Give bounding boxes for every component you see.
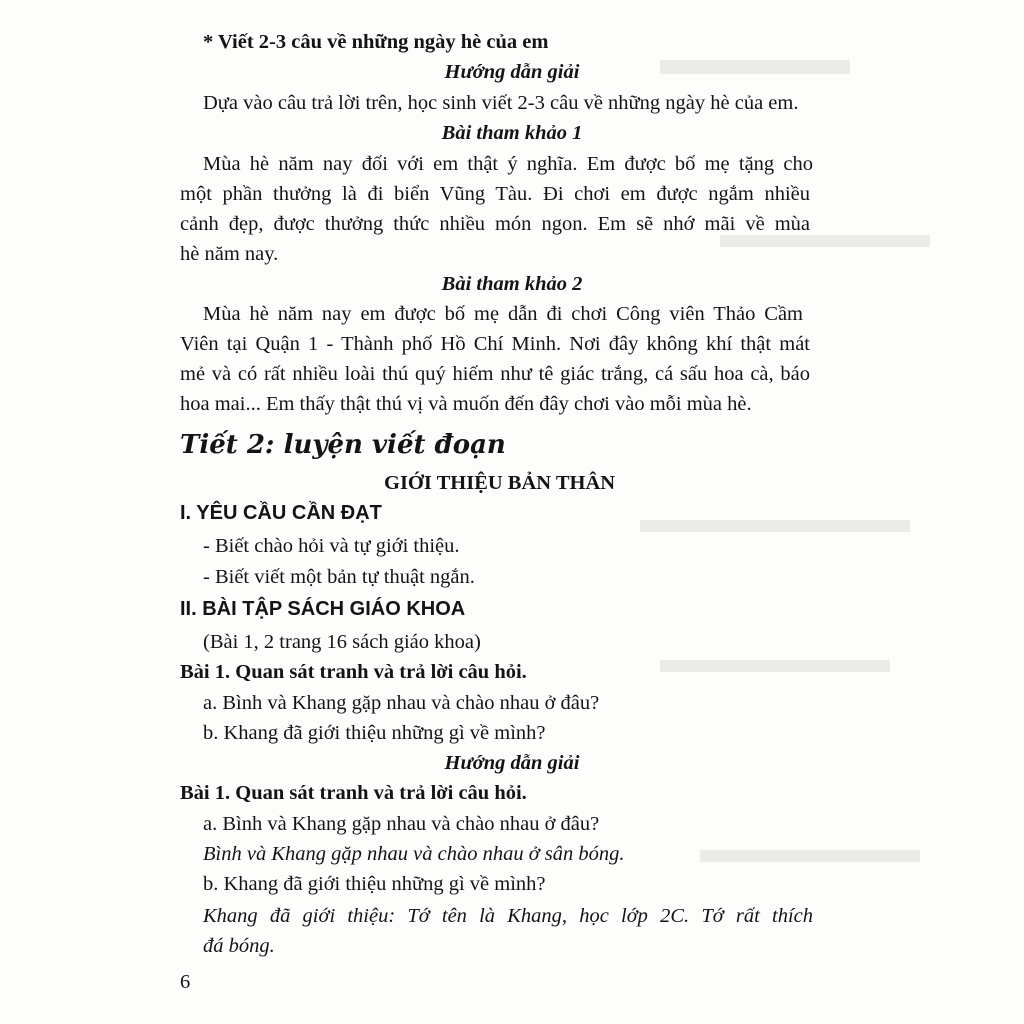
ref2-line: Viên tại Quận 1 - Thành phố Hồ Chí Minh. Nơi đây không khí thật mát xyxy=(180,333,810,355)
answer-b-line: đá bóng. xyxy=(203,935,275,957)
bleed-through-bar xyxy=(660,660,890,672)
answer-b-line: Khang đã giới thiệu: Tớ tên là Khang, học lớp 2C. Tớ rất thích xyxy=(203,905,813,927)
page-number: 6 xyxy=(180,971,191,993)
section-1-item: - Biết chào hỏi và tự giới thiệu. xyxy=(203,535,460,557)
ref1-line: một phần thưởng là đi biển Vũng Tàu. Đi chơi em được ngắm nhiều xyxy=(180,183,810,205)
ref1-line: Mùa hè năm nay đối với em thật ý nghĩa. Em được bố mẹ tặng cho xyxy=(203,153,813,175)
guide-text: Dựa vào câu trả lời trên, học sinh viết 2-3 câu về những ngày hè của em. xyxy=(203,92,799,114)
lesson-title: Tiết 2: luyện viết đoạn xyxy=(180,430,506,460)
exercise-1-question-a: a. Bình và Khang gặp nhau và chào nhau ở đâu? xyxy=(203,692,600,714)
guide-heading-1: Hướng dẫn giải xyxy=(444,61,580,83)
ref1-line: hè năm nay. xyxy=(180,243,279,265)
answer-1-title: Bài 1. Quan sát tranh và trả lời câu hỏi. xyxy=(180,782,527,804)
bleed-through-bar xyxy=(640,520,910,532)
section-2-note: (Bài 1, 2 trang 16 sách giáo khoa) xyxy=(203,631,481,653)
guide-heading-2: Hướng dẫn giải xyxy=(444,752,580,774)
ref2-line: Mùa hè năm nay em được bố mẹ dẫn đi chơi Công viên Thảo Cầm xyxy=(203,303,803,325)
exercise-1-title: Bài 1. Quan sát tranh và trả lời câu hỏi. xyxy=(180,661,527,683)
task-heading: * Viết 2-3 câu về những ngày hè của em xyxy=(203,31,549,53)
ref2-heading: Bài tham khảo 2 xyxy=(441,273,583,295)
answer-question-b: b. Khang đã giới thiệu những gì về mình? xyxy=(203,873,546,895)
ref1-line: cảnh đẹp, được thưởng thức nhiều món ngon. Em sẽ nhớ mãi về mùa xyxy=(180,213,810,235)
ref2-line: mẻ và có rất nhiều loài thú quý hiếm như tê giác trắng, cá sấu hoa cà, báo xyxy=(180,363,810,385)
ref1-heading: Bài tham khảo 1 xyxy=(441,122,583,144)
section-1-heading: I. YÊU CẦU CẦN ĐẠT xyxy=(180,502,382,524)
section-2-heading: II. BÀI TẬP SÁCH GIÁO KHOA xyxy=(180,598,466,620)
section-1-item: - Biết viết một bản tự thuật ngắn. xyxy=(203,566,475,588)
bleed-through-bar xyxy=(700,850,920,862)
ref2-line: hoa mai... Em thấy thật thú vị và muốn đến đây chơi vào mỗi mùa hè. xyxy=(180,393,752,415)
answer-a: Bình và Khang gặp nhau và chào nhau ở sân bóng. xyxy=(203,843,625,865)
answer-question-a: a. Bình và Khang gặp nhau và chào nhau ở đâu? xyxy=(203,813,600,835)
lesson-subtitle: GIỚI THIỆU BẢN THÂN xyxy=(384,472,616,494)
exercise-1-question-b: b. Khang đã giới thiệu những gì về mình? xyxy=(203,722,546,744)
